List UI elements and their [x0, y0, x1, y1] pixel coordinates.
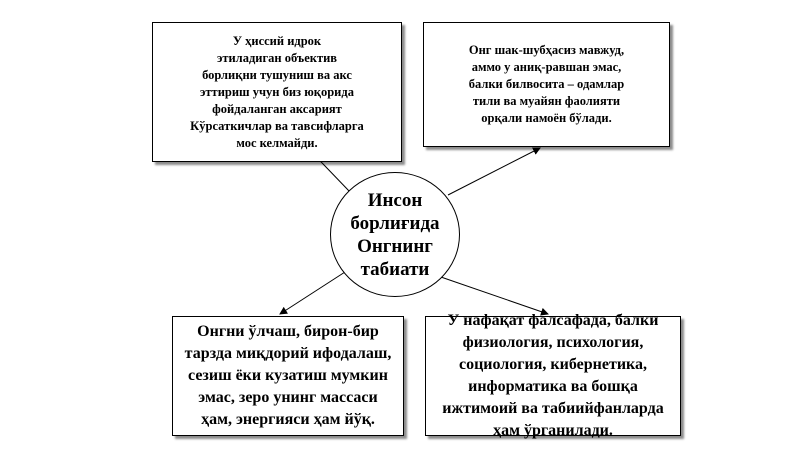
text-line: ҳам ўрганилади. — [493, 422, 613, 439]
text-line: сезиш ёки кузатиш мумкин — [188, 367, 388, 384]
text-line: информатика ва бошқа — [468, 378, 638, 395]
text-line: орқали намоён бўлади. — [481, 111, 612, 125]
text-line: социология, кибернетика, — [458, 356, 648, 373]
text-line: ҳам, энергияси ҳам йўқ. — [201, 411, 375, 428]
text-line: У ҳиссий идрок — [232, 33, 322, 48]
top-right-box — [423, 22, 670, 147]
center-title-line: борлиғида — [350, 212, 440, 234]
center-title-line: Инсон — [367, 189, 423, 211]
text-line: Онг шак-шубҳасиз мавжуд, — [468, 43, 625, 57]
center-ellipse — [330, 172, 460, 297]
arrow-to-top-right — [448, 148, 540, 195]
text-line: фойдаланган аксарият — [212, 101, 342, 116]
center-title-line: Онгнинг — [357, 235, 433, 257]
text-line: мос келмайди. — [236, 135, 318, 150]
bottom-right-box — [425, 312, 681, 439]
bottom-left-box — [172, 316, 404, 436]
text-line: эмас, зеро унинг массаси — [198, 389, 378, 406]
text-line: Кўрсаткичлар ва тавсифларга — [190, 118, 364, 133]
arrow-to-bottom-right — [438, 276, 548, 314]
center-title-line: табиати — [360, 258, 430, 280]
text-line: этиладиган объектив — [216, 50, 338, 65]
text-line: тарзда миқдорий ифодалаш, — [184, 345, 392, 362]
arrow-to-bottom-left — [280, 272, 345, 314]
text-line: У нафақат фалсафада, балки — [447, 312, 659, 329]
text-line: балки билвосита – одамлар — [468, 77, 625, 91]
top-left-box — [152, 22, 402, 162]
text-line: ижтимоий ва табиийфанларда — [442, 400, 664, 417]
text-line: физиология, психология, — [462, 334, 644, 351]
text-line: эттириш учун биз юқорида — [200, 84, 354, 99]
text-line: аммо у аниқ-равшан эмас, — [471, 60, 622, 74]
text-line: борлиқни тушуниш ва акс — [202, 67, 352, 82]
text-line: тили ва муайян фаолияти — [472, 94, 621, 108]
text-line: Онгни ўлчаш, бирон-бир — [197, 323, 379, 340]
